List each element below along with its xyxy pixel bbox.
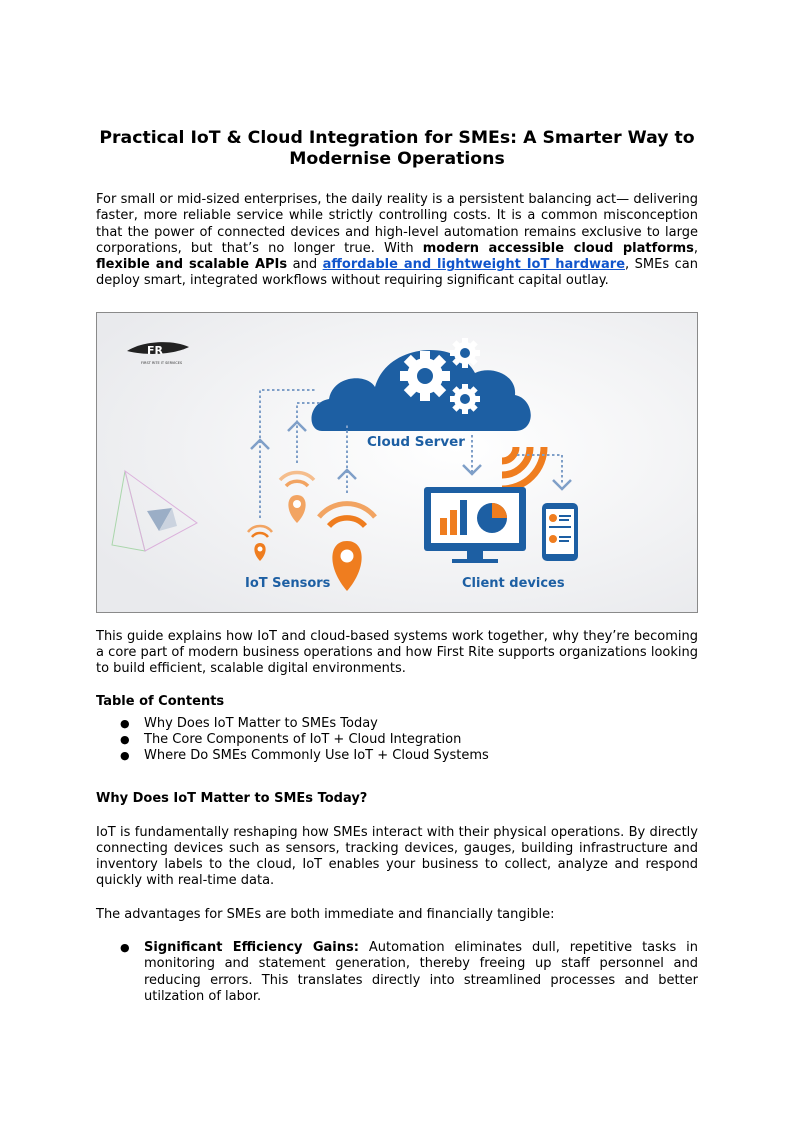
intro-separator-2: and bbox=[287, 257, 323, 273]
toc-item-label: Why Does IoT Matter to SMEs Today bbox=[144, 715, 378, 731]
client-devices-label: Client devices bbox=[462, 575, 565, 591]
logo-text: FR bbox=[147, 343, 163, 357]
toc-item[interactable] bbox=[120, 716, 698, 732]
gear-icon-small bbox=[450, 384, 480, 414]
smartphone-icon bbox=[542, 503, 578, 561]
iot-cloud-illustration bbox=[96, 312, 698, 613]
table-of-contents bbox=[120, 716, 698, 765]
intro-bold-cloud-platforms: modern accessible cloud platforms bbox=[422, 240, 694, 256]
bullet-icon: ● bbox=[120, 749, 130, 763]
intro-paragraph bbox=[96, 192, 698, 290]
section-heading: Why Does IoT Matter to SMEs Today? bbox=[96, 790, 368, 806]
bar-icon-2 bbox=[450, 510, 457, 535]
bullet-icon: ● bbox=[120, 716, 130, 730]
toc-item[interactable] bbox=[120, 732, 698, 748]
bar-icon-3 bbox=[460, 500, 467, 535]
bar-icon-1 bbox=[440, 518, 447, 535]
intro-text-2: , SMEs can deploy smart, integrated workflows without requiring significant capital outlay. bbox=[96, 257, 698, 289]
toc-item-label: The Core Components of IoT + Cloud Integration bbox=[144, 731, 462, 747]
illustration-svg bbox=[97, 313, 697, 612]
toc-item[interactable] bbox=[120, 748, 698, 764]
advantage-label: Significant Efficiency Gains: bbox=[144, 940, 359, 956]
advantage-item bbox=[120, 940, 698, 1005]
intro-bold-apis: flexible and scalable APIs bbox=[96, 257, 288, 273]
intro-text-1: For small or mid-sized enterprises, the daily reality is a persistent balancing act— delivering faster, more reliable service while strictly controlling costs. It is a common misconception that the power of connected devices and high-level automation remains exclusive to large corporations, but that’s no longer true. With bbox=[96, 192, 698, 256]
cloud-server-label: Cloud Server bbox=[367, 433, 465, 450]
bullet-icon: ● bbox=[120, 732, 130, 746]
advantage-text: Automation eliminates dull, repetitive tasks in monitoring and statement generation, thereby freeing up staff personnel and reducing errors. This translates directly into streamlined processes and better utilzation of labor. bbox=[144, 940, 698, 1004]
bullet-icon: ● bbox=[120, 941, 130, 955]
section-paragraph-2: The advantages for SMEs are both immediate and financially tangible: bbox=[96, 906, 555, 922]
advantages-list bbox=[120, 940, 698, 1005]
logo-caption: FIRST RITE IT SERVICES bbox=[141, 360, 183, 365]
iot-hardware-link[interactable]: affordable and lightweight IoT hardware bbox=[322, 257, 626, 273]
iot-sensors-label: IoT Sensors bbox=[245, 575, 331, 591]
intro-separator-1: , bbox=[693, 240, 698, 256]
section-paragraph-1: IoT is fundamentally reshaping how SMEs interact with their physical operations. By directly connecting devices such as sensors, tracking devices, gauges, building infrastructure and inventory labels to the cloud, IoT enables your business to collect, analyze and respond quickly with real-time data. bbox=[96, 824, 698, 889]
document-body bbox=[96, 128, 698, 1005]
toc-item-label: Where Do SMEs Commonly Use IoT + Cloud Systems bbox=[144, 748, 489, 764]
toc-title: Table of Contents bbox=[96, 693, 225, 709]
illustration-background bbox=[97, 313, 697, 612]
page-title: Practical IoT & Cloud Integration for SMEs: A Smarter Way to Modernise Operations bbox=[99, 128, 695, 169]
gear-icon-medium bbox=[450, 338, 480, 368]
guide-paragraph: This guide explains how IoT and cloud-based systems work together, why they’re becoming a core part of modern business operations and how First Rite supports organizations looking to build efficient, scalable digital environments. bbox=[96, 628, 698, 677]
gear-icon-large bbox=[400, 351, 450, 401]
